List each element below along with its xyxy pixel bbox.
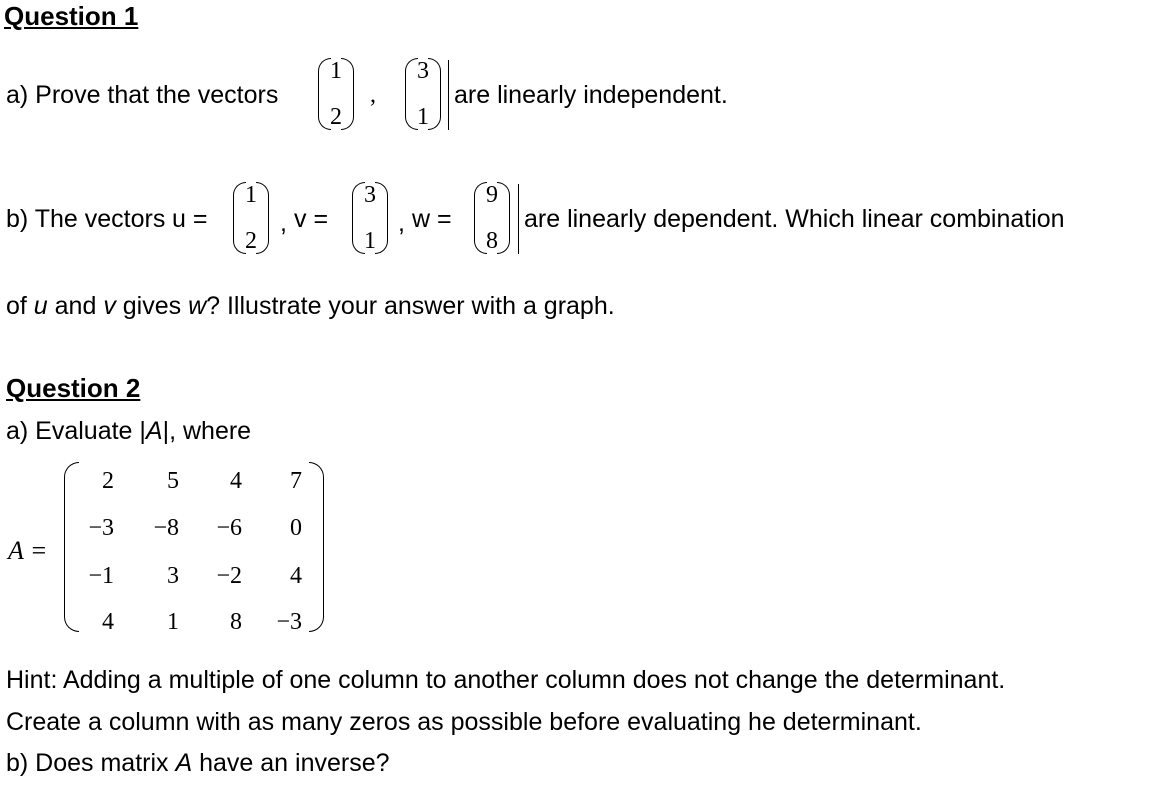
w-label: w = xyxy=(412,205,452,233)
vector-entry: 1 xyxy=(364,228,376,254)
matrix-cell: −1 xyxy=(88,563,114,589)
comma: , xyxy=(370,82,376,108)
text-run: have an inverse? xyxy=(192,749,390,777)
q2a-prompt xyxy=(6,416,251,446)
vector-entry: 8 xyxy=(486,228,498,254)
matrix-a xyxy=(64,462,324,635)
q2b-prompt xyxy=(6,748,390,778)
a-variable: A xyxy=(175,749,193,777)
u-vector xyxy=(237,182,265,254)
q1a-suffix: are linearly independent. xyxy=(454,81,728,109)
hint-line-1: Hint: Adding a multiple of one column to another column does not change the determinant. xyxy=(6,666,1006,694)
matrix-cell: 3 xyxy=(167,563,179,589)
text-run: and xyxy=(47,292,104,320)
vector-entry: 3 xyxy=(364,182,376,208)
q1b-prompt: b) The vectors xyxy=(6,205,166,233)
text-run: of xyxy=(6,292,34,320)
matrix-cell: 1 xyxy=(167,609,179,635)
question-1-heading: Question 1 xyxy=(4,1,139,31)
a-variable: A xyxy=(145,417,163,445)
matrix-cell: 4 xyxy=(102,609,114,635)
q1a-vector-2 xyxy=(409,58,437,130)
vector-entry: 1 xyxy=(417,104,429,130)
text-run: b) Does matrix xyxy=(6,749,176,777)
v-vector xyxy=(356,182,384,254)
separator-bar xyxy=(448,60,449,130)
vector-entry: 3 xyxy=(417,58,429,84)
vector-entry: 9 xyxy=(486,182,498,208)
q1a-vector-1 xyxy=(322,58,350,130)
matrix-cell: 7 xyxy=(290,468,302,494)
matrix-cell: 4 xyxy=(290,563,302,589)
w-vector xyxy=(478,182,506,254)
matrix-cell: −3 xyxy=(88,515,114,541)
question-2-heading: Question 2 xyxy=(6,373,141,403)
text-run: a) Evaluate | xyxy=(6,417,146,445)
matrix-cell: 4 xyxy=(230,468,242,494)
matrix-cell: −2 xyxy=(216,563,242,589)
separator-bar xyxy=(518,184,519,254)
matrix-cell: 2 xyxy=(102,468,114,494)
matrix-cell: 0 xyxy=(290,515,302,541)
q1b-line-2 xyxy=(6,291,615,321)
q1a-prompt: a) Prove that the vectors xyxy=(6,81,279,109)
u-label: u = xyxy=(172,205,208,233)
text-run: gives xyxy=(115,292,189,320)
w-variable: w xyxy=(188,292,207,320)
matrix-cell: 5 xyxy=(167,468,179,494)
text-run: ? Illustrate your answer with a graph. xyxy=(206,292,615,320)
v-variable: v xyxy=(103,292,116,320)
comma: , xyxy=(398,209,405,237)
text-run: |, where xyxy=(162,417,252,445)
vector-entry: 1 xyxy=(330,58,342,84)
q1b-suffix: are linearly dependent. Which linear combination xyxy=(524,205,1065,233)
matrix-cell: −3 xyxy=(276,609,302,635)
comma: , xyxy=(280,209,287,237)
matrix-cell: 8 xyxy=(230,609,242,635)
vector-entry: 2 xyxy=(330,104,342,130)
matrix-label: A = xyxy=(8,536,48,565)
v-label: v = xyxy=(294,205,329,233)
vector-entry: 2 xyxy=(245,228,257,254)
matrix-cell: −8 xyxy=(153,515,179,541)
matrix-cell: −6 xyxy=(216,515,242,541)
hint-line-2: Create a column with as many zeros as possible before evaluating he determinant. xyxy=(6,708,922,736)
u-variable: u xyxy=(33,292,48,320)
vector-entry: 1 xyxy=(245,182,257,208)
